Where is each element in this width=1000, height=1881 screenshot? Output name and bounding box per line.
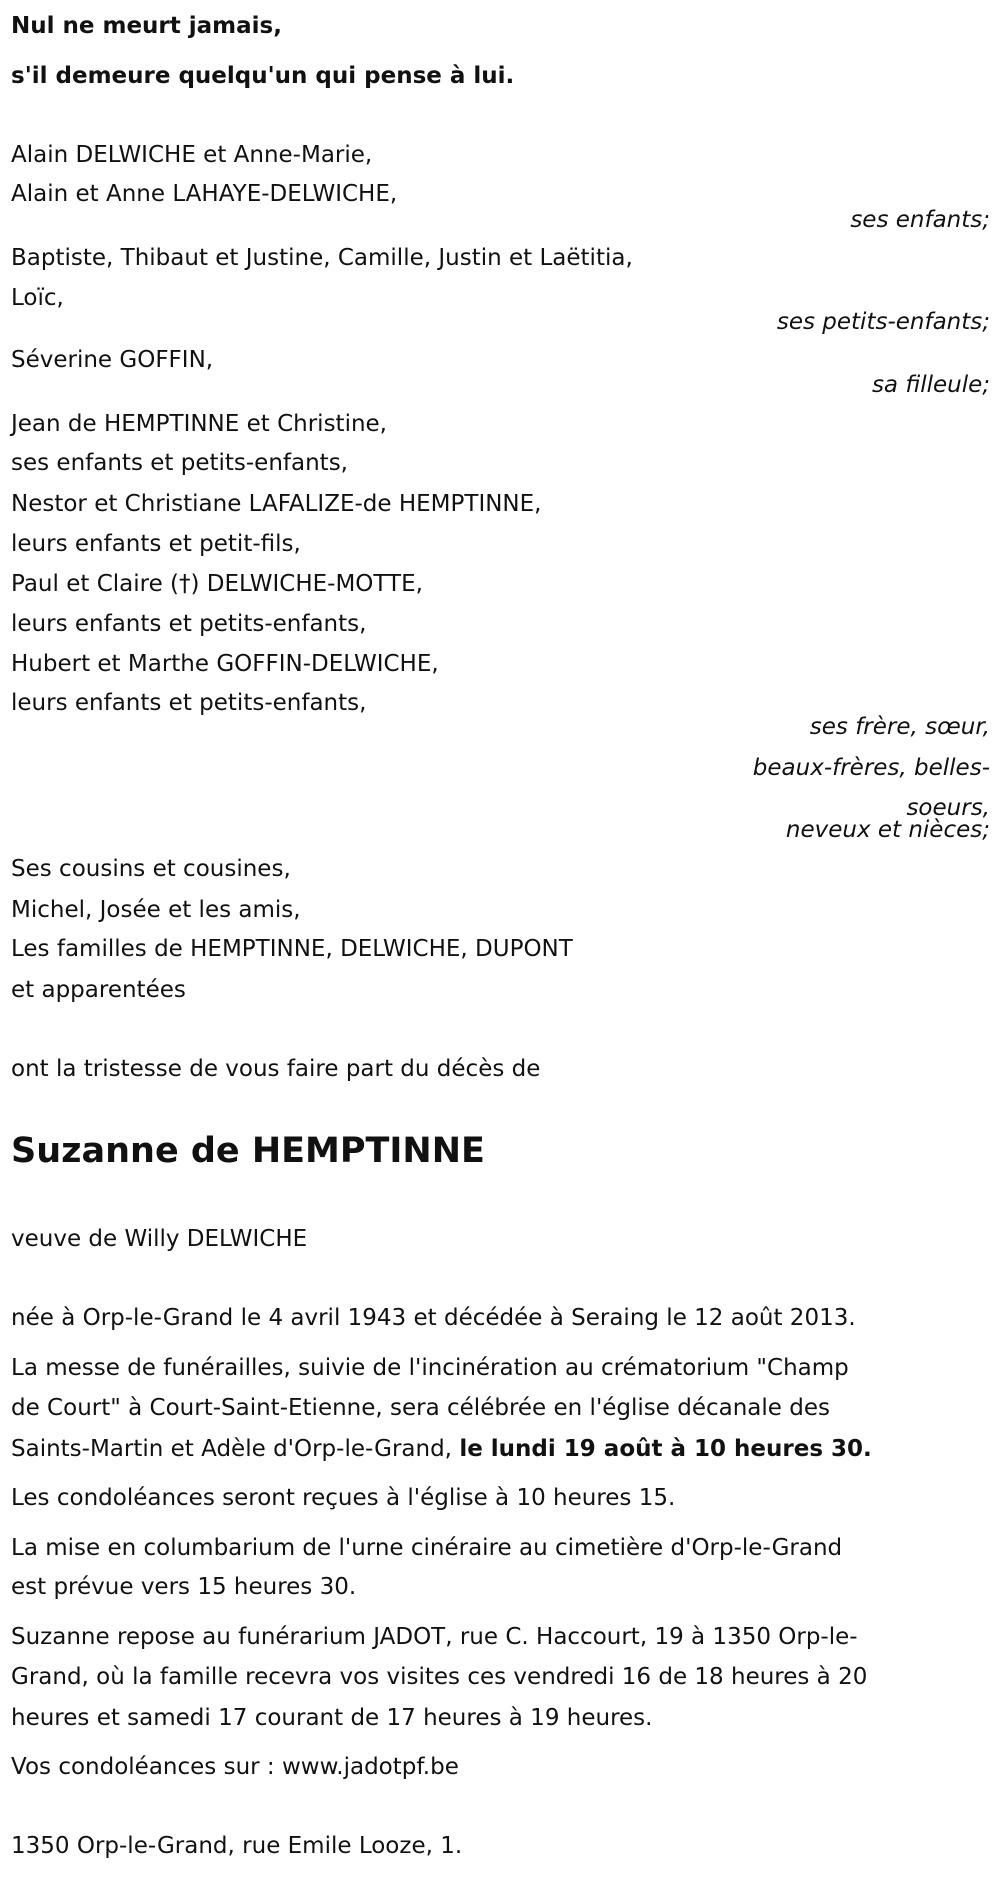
relation-label: ses frère, sœur, xyxy=(809,714,990,740)
relation-label: sa filleule; xyxy=(871,372,990,398)
family-line: ses enfants et petits-enfants, xyxy=(11,450,348,476)
widow-of: veuve de Willy DELWICHE xyxy=(11,1226,308,1252)
funeral-home-line: heures et samedi 17 courant de 17 heures à 19 heures. xyxy=(11,1705,653,1731)
family-line: Hubert et Marthe GOFFIN-DELWICHE, xyxy=(11,651,439,677)
family-line: Alain DELWICHE et Anne-Marie, xyxy=(11,142,373,168)
mass-line xyxy=(11,1429,872,1469)
family-line: Paul et Claire (†) DELWICHE-MOTTE, xyxy=(11,571,423,597)
life-dates: née à Orp-le-Grand le 4 avril 1943 et décédée à Seraing le 12 août 2013. xyxy=(11,1305,856,1331)
relation-label: soeurs, xyxy=(906,795,990,821)
columbarium-line: La mise en columbarium de l'urne cinéraire au cimetière d'Orp-le-Grand xyxy=(11,1535,843,1561)
deceased-name: Suzanne de HEMPTINNE xyxy=(11,1131,485,1171)
motto-line: s'il demeure quelqu'un qui pense à lui. xyxy=(11,63,515,89)
condolences-church: Les condoléances seront reçues à l'église à 10 heures 15. xyxy=(11,1485,676,1511)
family-line: Les familles de HEMPTINNE, DELWICHE, DUPONT xyxy=(11,936,573,962)
funeral-home-line: Suzanne repose au funérarium JADOT, rue C. Haccourt, 19 à 1350 Orp-le- xyxy=(11,1624,858,1650)
announcement: ont la tristesse de vous faire part du décès de xyxy=(11,1056,541,1082)
family-line: Nestor et Christiane LAFALIZE-de HEMPTINNE, xyxy=(11,491,542,517)
family-line: Michel, Josée et les amis, xyxy=(11,897,301,923)
relation-label: ses petits-enfants; xyxy=(776,309,990,335)
family-line: Séverine GOFFIN, xyxy=(11,347,214,373)
family-line: Loïc, xyxy=(11,285,64,311)
mass-datetime: le lundi 19 août à 10 heures 30. xyxy=(459,1436,872,1462)
website-link[interactable]: www.jadotpf.be xyxy=(281,1754,459,1780)
relation-label: ses enfants; xyxy=(850,207,990,233)
online-condolences xyxy=(11,1747,459,1787)
family-line: leurs enfants et petits-enfants, xyxy=(11,611,367,637)
family-line: Jean de HEMPTINNE et Christine, xyxy=(11,411,387,437)
funeral-home-line: Grand, où la famille recevra vos visites ces vendredi 16 de 18 heures à 20 xyxy=(11,1664,868,1690)
online-label: Vos condoléances sur : xyxy=(11,1754,282,1780)
relation-label: neveux et nièces; xyxy=(785,817,990,843)
family-line: Baptiste, Thibaut et Justine, Camille, Justin et Laëtitia, xyxy=(11,245,633,271)
relation-label: beaux-frères, belles- xyxy=(752,755,990,781)
mass-line: de Court" à Court-Saint-Etienne, sera célébrée en l'église décanale des xyxy=(11,1395,830,1421)
mass-line: La messe de funérailles, suivie de l'incinération au crématorium "Champ xyxy=(11,1355,849,1381)
family-line: Alain et Anne LAHAYE-DELWICHE, xyxy=(11,181,398,207)
mass-location: Saints-Martin et Adèle d'Orp-le-Grand, xyxy=(11,1436,460,1462)
address: 1350 Orp-le-Grand, rue Emile Looze, 1. xyxy=(11,1833,463,1859)
columbarium-line: est prévue vers 15 heures 30. xyxy=(11,1574,357,1600)
family-line: et apparentées xyxy=(11,977,186,1003)
motto-line: Nul ne meurt jamais, xyxy=(11,13,282,39)
family-line: leurs enfants et petits-enfants, xyxy=(11,690,367,716)
family-line: Ses cousins et cousines, xyxy=(11,856,291,882)
family-line: leurs enfants et petit-fils, xyxy=(11,531,301,557)
